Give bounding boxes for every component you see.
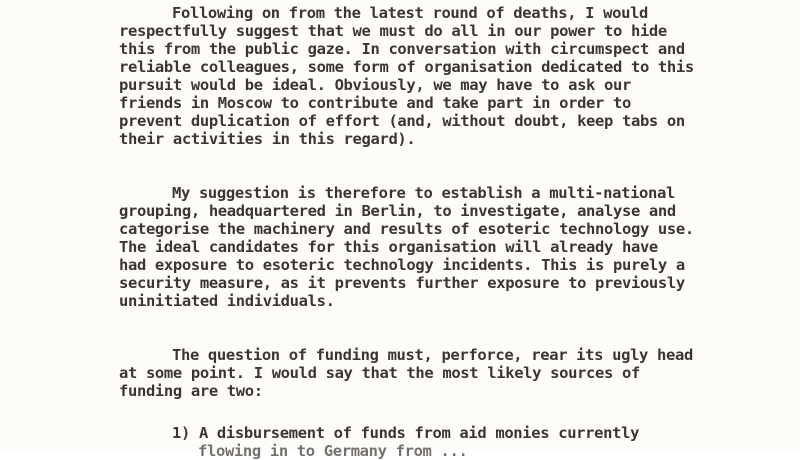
document-line: 1) A disbursement of funds from aid monies currently (172, 424, 640, 442)
document-line: The question of funding must, perforce, rear its ugly head (172, 346, 693, 364)
document-line: grouping, headquartered in Berlin, to investigate, analyse and (119, 202, 676, 220)
document-line: uninitiated individuals. (119, 292, 335, 310)
document-line: friends in Moscow to contribute and take part in order to (119, 94, 631, 112)
document-line: respectfully suggest that we must do all in our power to hide (119, 22, 667, 40)
document-line: The ideal candidates for this organisation will already have (119, 238, 658, 256)
document-line: categorise the machinery and results of esoteric technology use. (119, 220, 694, 238)
document-line: had exposure to esoteric technology incidents. This is purely a (119, 256, 685, 274)
document-line: at some point. I would say that the most likely sources of (119, 364, 640, 382)
document-line: Following on from the latest round of deaths, I would (172, 4, 649, 22)
document-line: prevent duplication of effort (and, without doubt, keep tabs on (119, 112, 685, 130)
document-line: reliable colleagues, some form of organisation dedicated to this (119, 58, 694, 76)
document-line: security measure, as it prevents further exposure to previously (119, 274, 685, 292)
document-line: their activities in this regard). (119, 130, 416, 148)
document-line: My suggestion is therefore to establish a multi-national (172, 184, 675, 202)
document-line: pursuit would be ideal. Obviously, we may have to ask our (119, 76, 631, 94)
document-line: this from the public gaze. In conversation with circumspect and (119, 40, 685, 58)
document-line: flowing in to Germany from ... (198, 442, 468, 460)
document-line: funding are two: (119, 382, 263, 400)
